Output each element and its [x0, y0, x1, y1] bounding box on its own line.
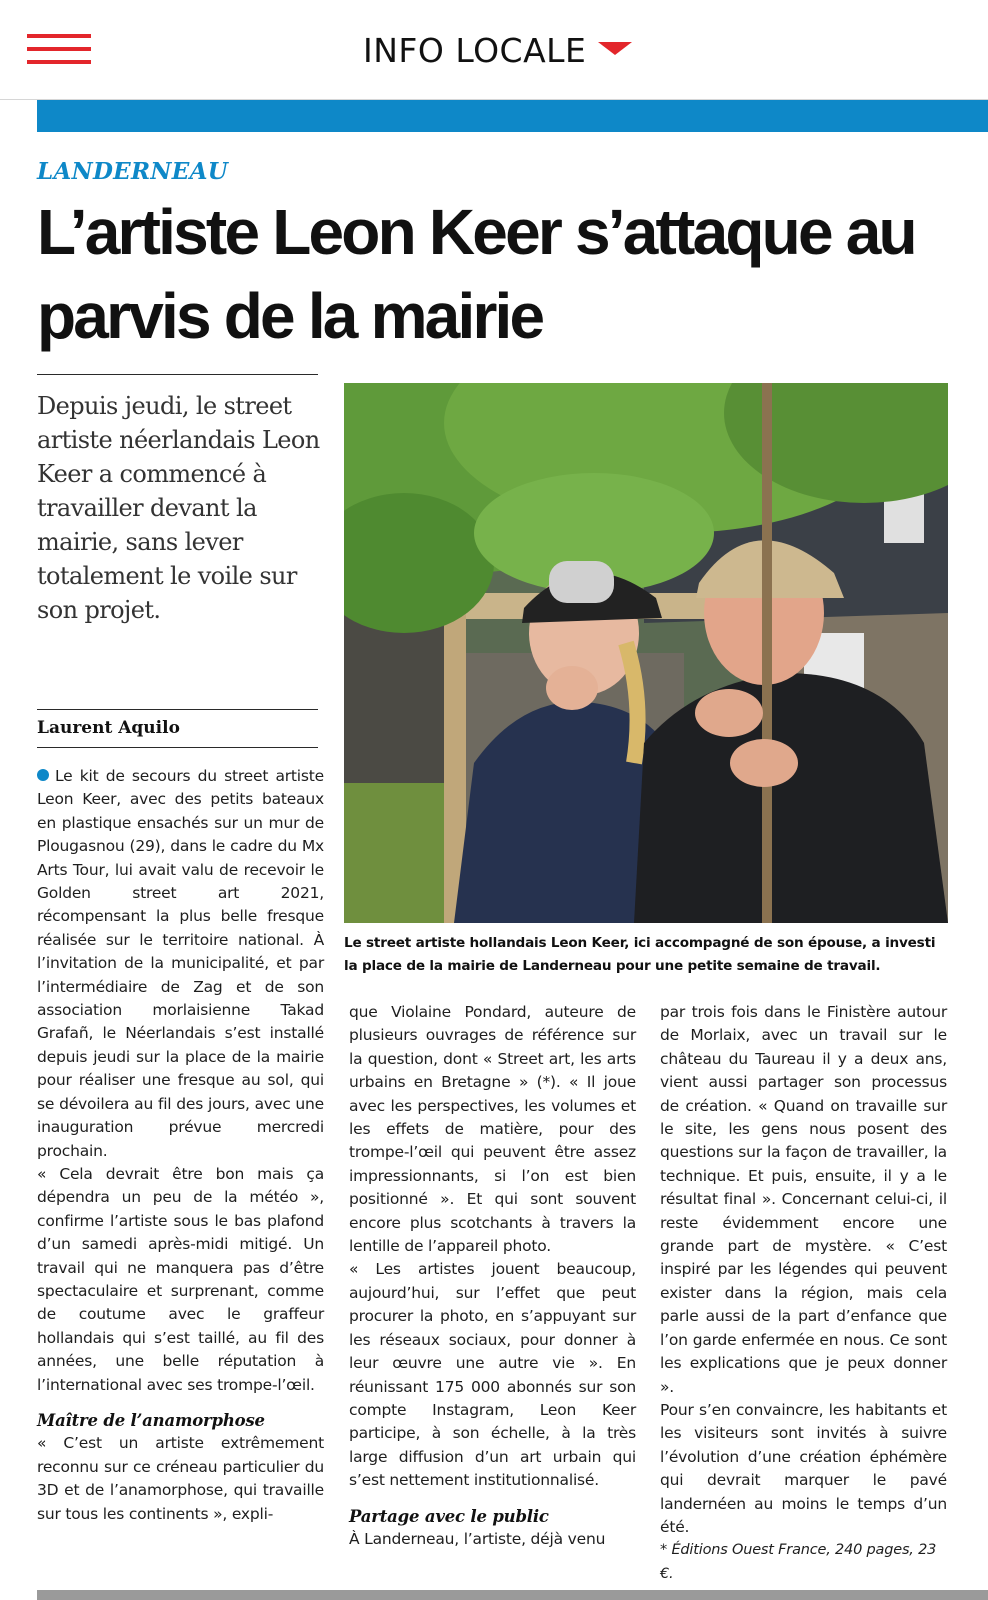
article-column-1: [37, 765, 324, 1526]
paragraph: Le kit de secours du street artiste Leon Keer, avec des petits bateaux en plastique ensachés sur un mur de Plougasnou (29), dans le cadre du Mx Arts Tour, lui avait valu de recevoir le Golden street art 2021, récompensant la plus belle fresque réalisée sur le territoire national. À l’invitation de la municipalité, et par l’intermédiaire de Zag et de son association morlaisienne Takad Grafañ, le Néerlandais s’est installé depuis jeudi sur la place de la mairie pour réaliser une fresque au sol, qui se dévoilera au fil des jours, avec une inauguration prévue mercredi prochain.: [37, 767, 324, 1160]
bullet-dot-icon: [37, 769, 49, 781]
article-column-2: [349, 1001, 636, 1551]
paragraph: « C’est un artiste extrêmement reconnu sur ce créneau particulier du 3D et de l’anamorphose, qui travaille sur tous les continents », expli-: [37, 1434, 324, 1523]
paragraph: par trois fois dans le Finistère autour de Morlaix, avec un travail sur le château du Taureau il y a deux ans, vient aussi partager son processus de création. « Quand on travaille sur le site, les gens nous posent des questions sur la façon de travailler, la technique. Et puis, ensuite, il y a le résultat final ». Concernant celui-ci, il reste évidemment encore une grande part de mystère. « C’est inspiré par les légendes qui peuvent exister dans la région, mais cela parle aussi de la part d’enfance que l’on garde enfermée en nous. Ce sont les explications que je peux donner ».: [660, 1003, 947, 1396]
hamburger-menu-icon[interactable]: [27, 34, 91, 66]
article-headline: L’artiste Leon Keer s’attaque au parvis de la mairie: [37, 196, 915, 352]
footnote: * Éditions Ouest France, 240 pages, 23 €.: [660, 1542, 937, 1582]
article-photo: [344, 383, 948, 923]
section-title: INFO LOCALE: [363, 30, 587, 70]
paragraph: À Landerneau, l’artiste, déjà venu: [349, 1529, 606, 1548]
article-column-3: [660, 1001, 947, 1586]
article-kicker: LANDERNEAU: [37, 158, 229, 185]
photo-caption: Le street artiste hollandais Leon Keer, ici accompagné de son épouse, a investi la place de la mairie de Landerneau pour une petite semaine de travail.: [344, 935, 936, 974]
section-selector[interactable]: [363, 28, 632, 72]
divider: [37, 374, 318, 375]
divider: [37, 747, 318, 748]
paragraph: « Cela devrait être bon mais ça dépendra un peu de la météo », confirme l’artiste sous le bas plafond d’un samedi après-midi mitigé. Un travail qui ne manquera pas d’être spectaculaire et surprenant, comme de coutume avec le graffeur hollandais qui s’est taillé, au fil des années, une belle réputation à l’international avec ses trompe-l’œil.: [37, 1164, 324, 1394]
paragraph: que Violaine Pondard, auteure de plusieurs ouvrages de référence sur la question, dont « Street art, les arts urbains en Bretagne » (*). « Il joue avec les perspectives, les volumes et les effets de matière, pour des trompe-l’œil qui peuvent être assez impressionnants, si l’on est bien positionné ». Et qui sont souvent encore plus scotchants à travers la lentille de l’appareil photo.: [349, 1003, 636, 1256]
subheading: Partage avec le public: [349, 1506, 549, 1526]
section-color-band: [37, 100, 988, 132]
article-lead: Depuis jeudi, le street artiste néerlandais Leon Keer a commencé à travailler devant la mairie, sans lever totalement le voile sur son projet.: [37, 392, 320, 624]
top-bar: [0, 0, 988, 100]
paragraph: « Les artistes jouent beaucoup, aujourd’hui, sur l’effet que peut procurer la photo, en s’appuyant sur les réseaux sociaux, pour donner à leur œuvre une autre vie ». En réunissant 175 000 abonnés sur son compte Instagram, Leon Keer participe, à son échelle, à la très large diffusion d’un art urbain qui s’est nettement institutionnalisé.: [349, 1260, 636, 1490]
divider: [37, 709, 318, 710]
caret-down-icon: [598, 42, 632, 55]
subheading: Maître de l’anamorphose: [37, 1410, 265, 1430]
article-author: Laurent Aquilo: [37, 718, 180, 738]
bottom-bar: [37, 1590, 988, 1600]
paragraph: Pour s’en convaincre, les habitants et les visiteurs sont invités à suivre l’évolution d’une création éphémère qui devrait marquer le pavé landernéen au moins le temps d’un été.: [660, 1400, 947, 1536]
